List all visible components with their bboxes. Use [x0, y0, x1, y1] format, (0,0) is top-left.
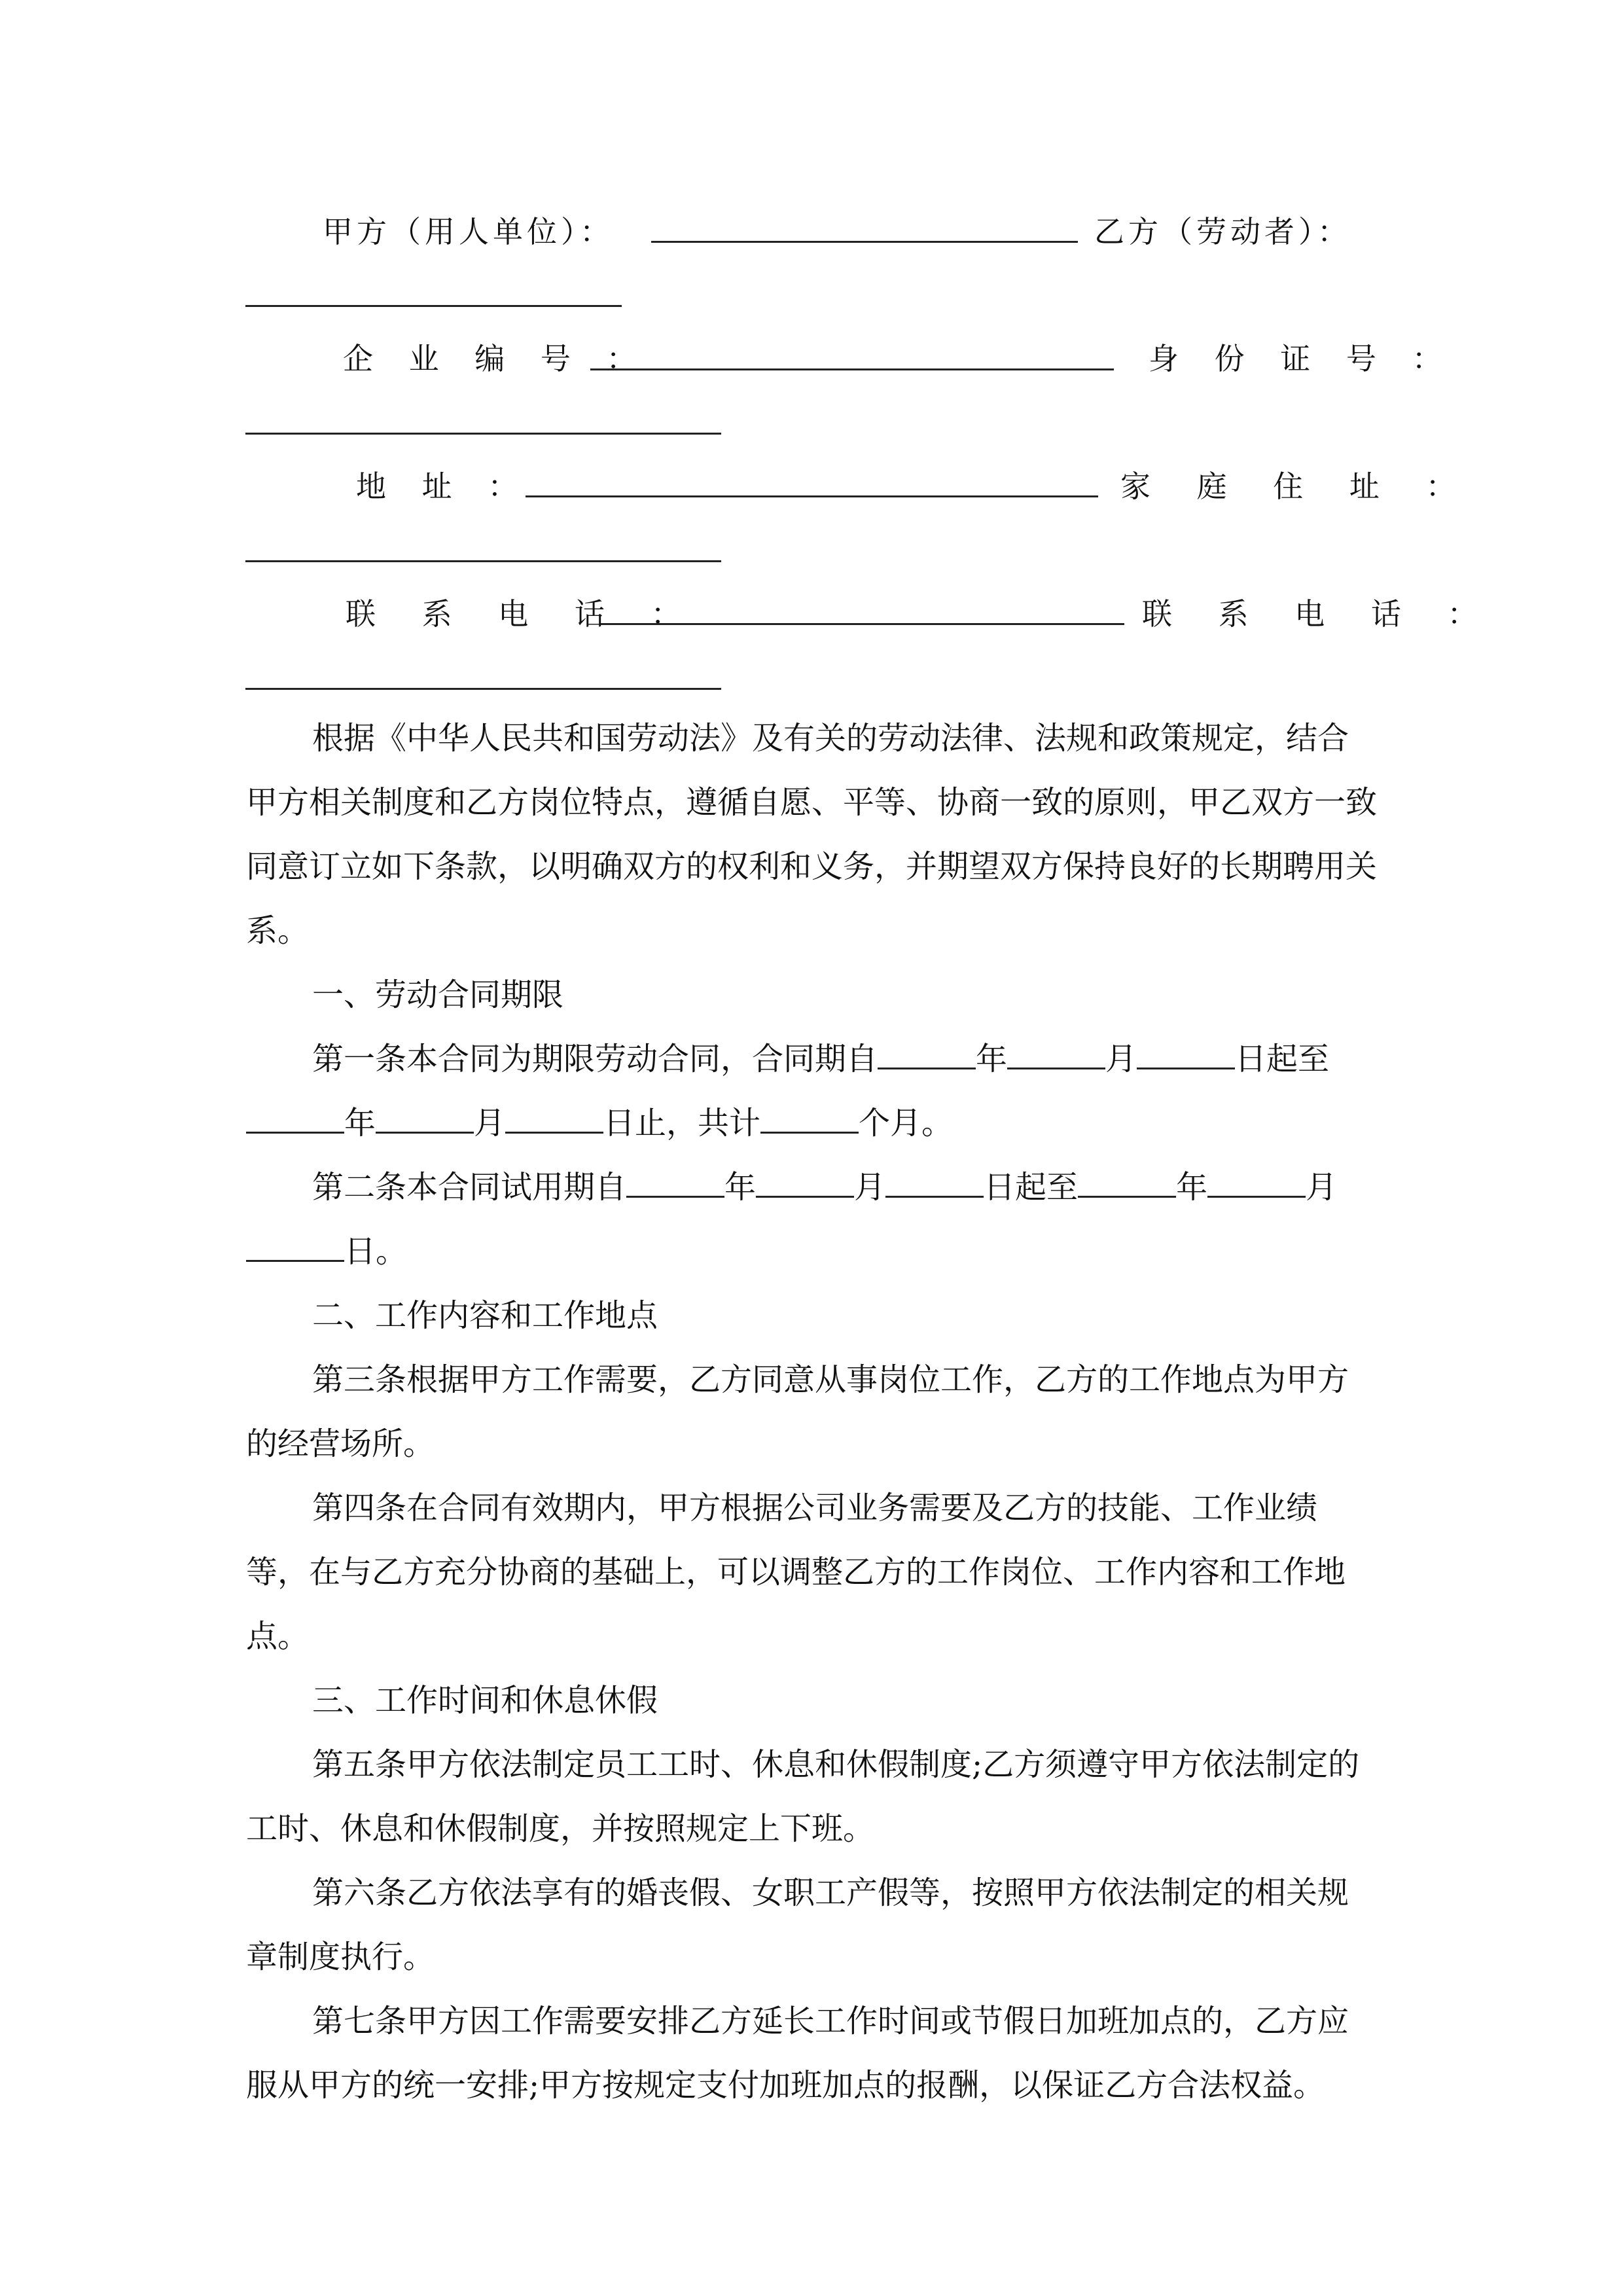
- trial-start-year-blank[interactable]: [626, 1171, 724, 1198]
- start-year-blank[interactable]: [878, 1043, 976, 1069]
- party-a-input-line[interactable]: [651, 241, 1078, 243]
- section-2-heading: 二、工作内容和工作地点: [312, 1297, 658, 1334]
- article-7: 第七条甲方因工作需要安排乙方延长工作时间或节假日加班加点的，乙方应服从甲方的统一安排;甲方按规定支付加班加点的报酬，以保证乙方合法权益。: [246, 2003, 1349, 2104]
- total-months-blank[interactable]: [760, 1107, 859, 1134]
- home-address-label: 家 庭 住 址 ：: [1120, 469, 1474, 504]
- article-2-continued: 日。: [246, 1219, 1378, 1283]
- intro-paragraph: 根据《中华人民共和国劳动法》及有关的劳动法律、法规和政策规定，结合甲方相关制度和乙方岗位特点，遵循自愿、平等、协商一致的原则，甲乙双方一致同意订立如下条款，以明确双方的权利和义务，并期望双方保持良好的长期聘用关系。: [246, 720, 1378, 949]
- trial-end-day-blank[interactable]: [246, 1235, 344, 1262]
- article-1: 第一条本合同为期限劳动合同，合同期自 年 月 日起至: [312, 1041, 1330, 1077]
- address-input-line[interactable]: [526, 495, 1098, 497]
- trial-end-month-blank[interactable]: [1207, 1171, 1306, 1198]
- id-number-input-line[interactable]: [245, 433, 721, 435]
- party-b-label: 乙方（劳动者）：: [1094, 214, 1351, 249]
- article-6: 第六条乙方依法享有的婚丧假、女职工产假等，按照甲方依法制定的相关规章制度执行。: [246, 1874, 1349, 1975]
- start-day-blank[interactable]: [1137, 1043, 1235, 1069]
- section-3-heading: 三、工作时间和休息休假: [312, 1682, 658, 1719]
- phone-a-input-line[interactable]: [601, 623, 1124, 625]
- company-id-label: 企 业 编 号 ：: [343, 341, 650, 376]
- phone-b-input-line[interactable]: [245, 688, 721, 690]
- party-b-input-line[interactable]: [245, 305, 622, 307]
- end-day-blank[interactable]: [505, 1107, 603, 1134]
- phone-a-label: 联 系 电 话 ：: [346, 596, 700, 632]
- party-a-label: 甲方（用人单位）：: [323, 214, 614, 249]
- phone-b-label: 联 系 电 话 ：: [1142, 596, 1496, 632]
- section-1-heading: 一、劳动合同期限: [312, 977, 564, 1013]
- company-id-input-line[interactable]: [590, 368, 1114, 370]
- id-number-label: 身 份 证 号 ：: [1149, 341, 1455, 376]
- end-month-blank[interactable]: [376, 1107, 474, 1134]
- address-label: 地 址 ：: [356, 469, 531, 504]
- trial-start-month-blank[interactable]: [756, 1171, 854, 1198]
- article-5: 第五条甲方依法制定员工工时、休息和休假制度;乙方须遵守甲方依法制定的工时、休息和休假制度，并按照规定上下班。: [246, 1746, 1360, 1847]
- trial-end-year-blank[interactable]: [1078, 1171, 1176, 1198]
- article-2: 第二条本合同试用期自 年 月 日起至 年 月: [312, 1169, 1338, 1206]
- end-year-blank[interactable]: [246, 1107, 344, 1134]
- trial-start-day-blank[interactable]: [885, 1171, 984, 1198]
- start-month-blank[interactable]: [1007, 1043, 1105, 1069]
- article-3: 第三条根据甲方工作需要，乙方同意从事岗位工作，乙方的工作地点为甲方的经营场所。: [246, 1361, 1349, 1462]
- home-address-input-line[interactable]: [245, 560, 721, 562]
- article-1-continued: 年 月 日止，共计 个月。: [246, 1091, 1378, 1155]
- article-4: 第四条在合同有效期内，甲方根据公司业务需要及乙方的技能、工作业绩等，在与乙方充分协商的基础上，可以调整乙方的工作岗位、工作内容和工作地点。: [246, 1490, 1346, 1655]
- contract-body: [246, 706, 1378, 2117]
